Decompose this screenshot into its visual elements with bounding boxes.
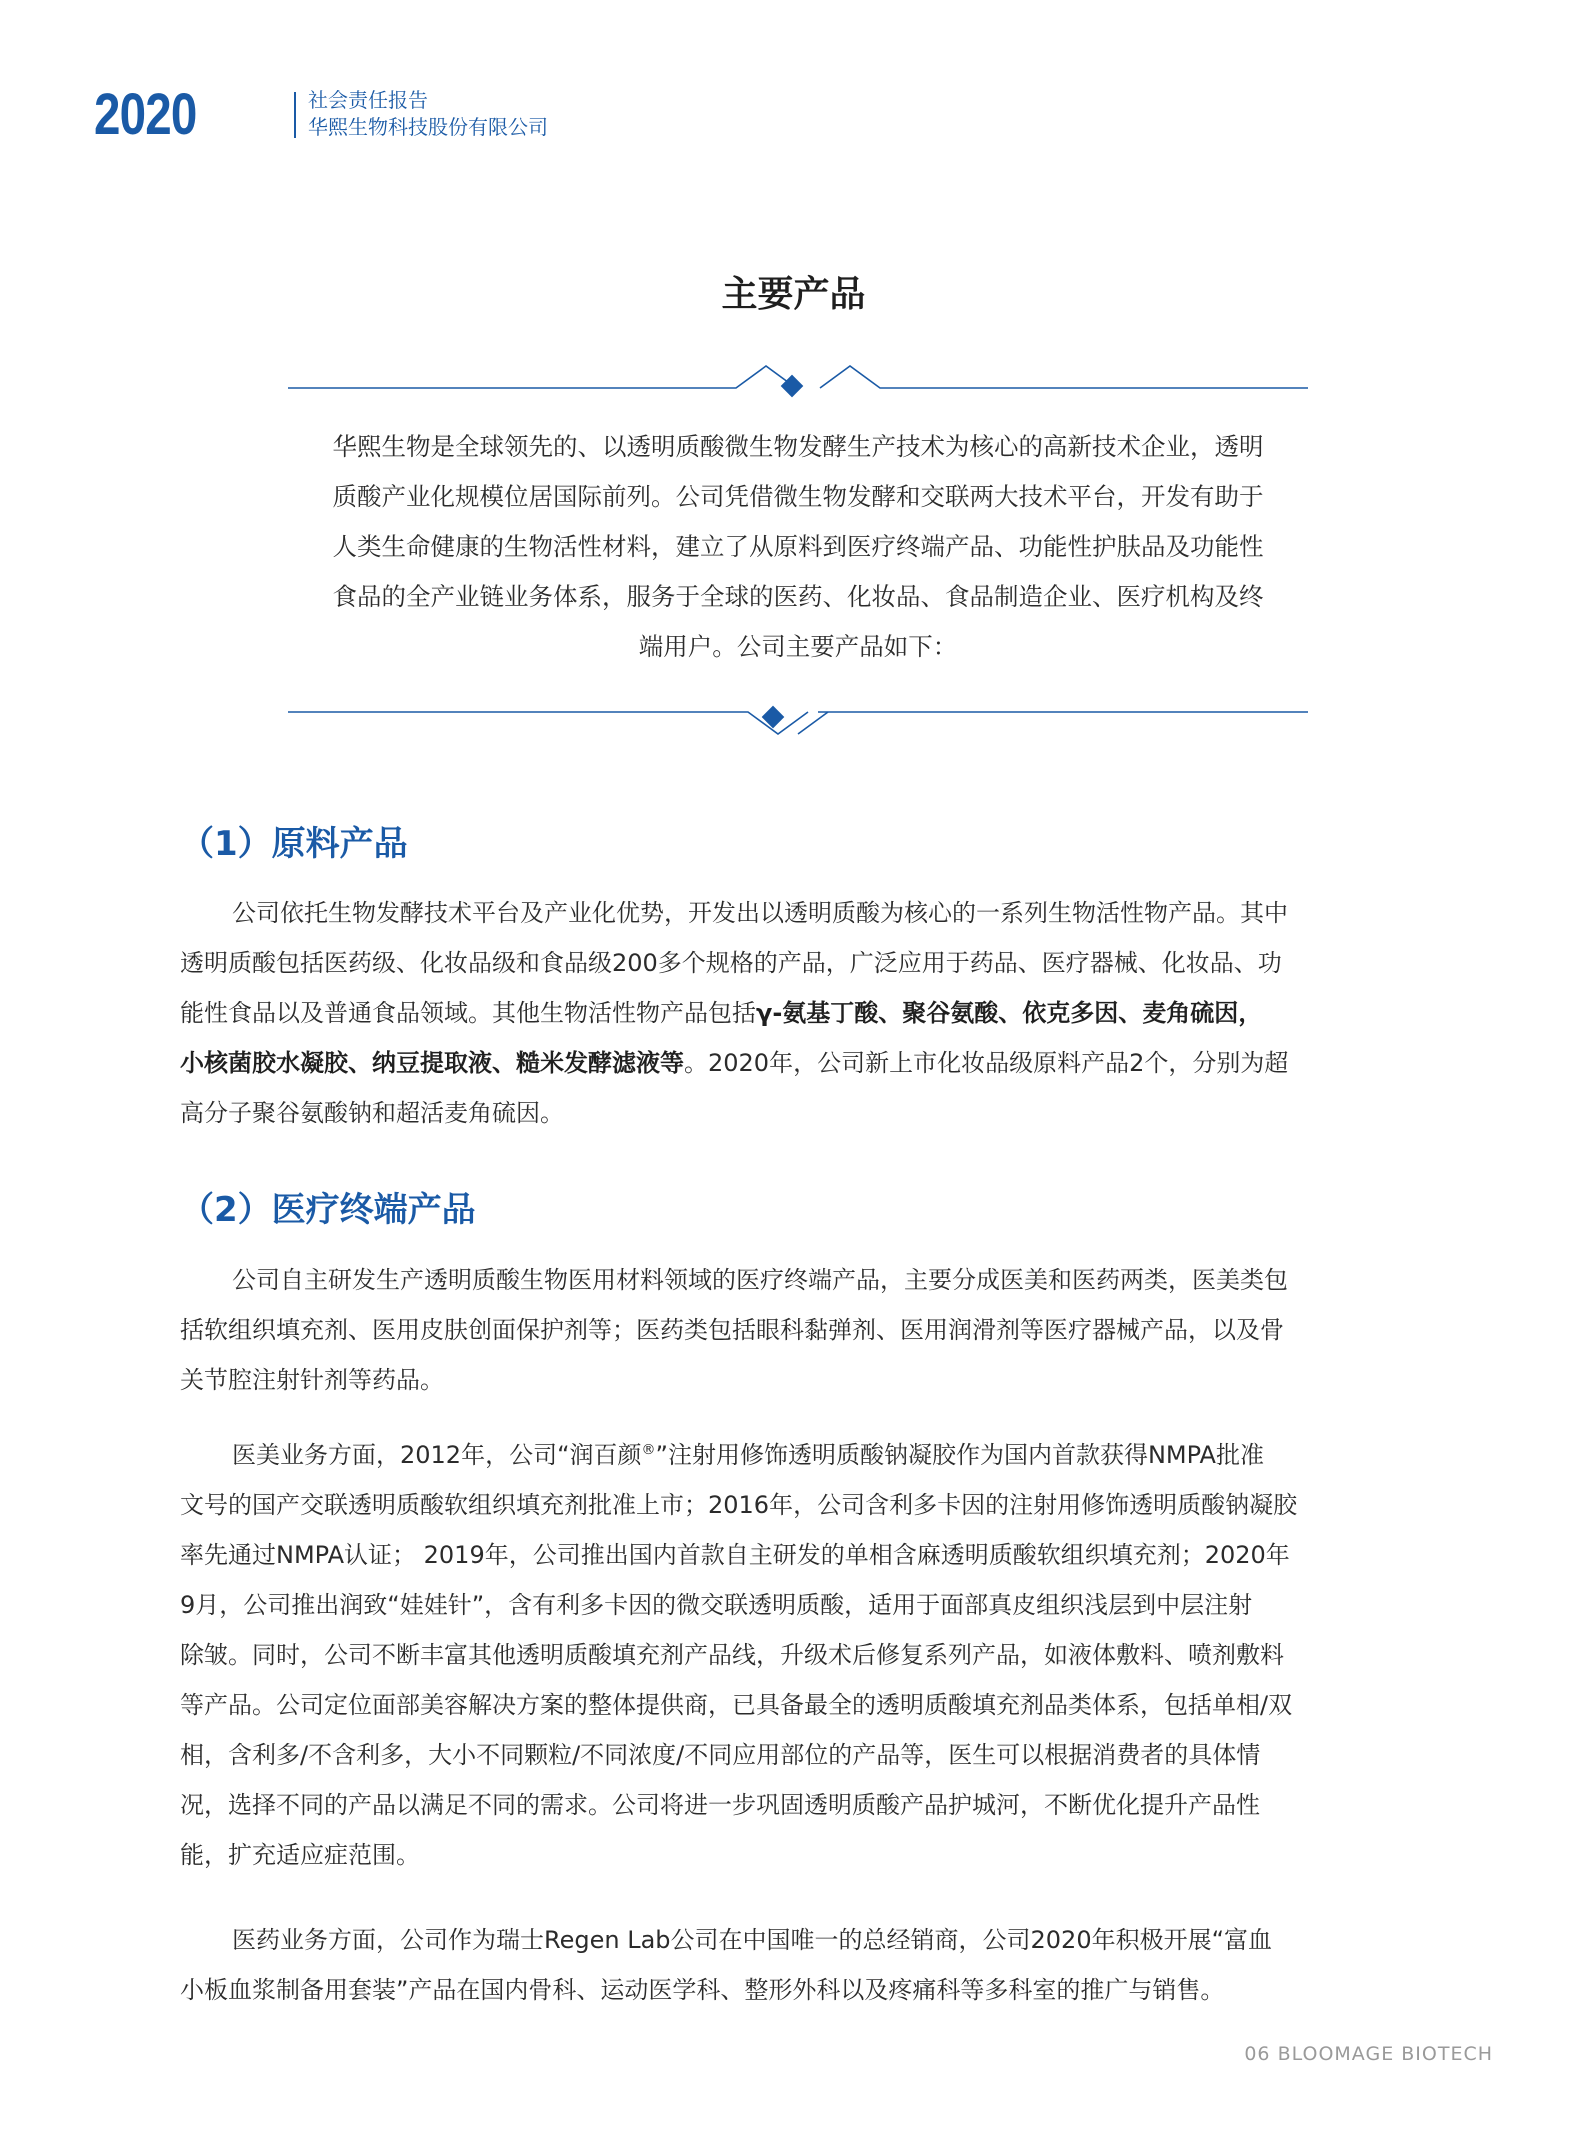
company-name: 华熙生物科技股份有限公司 — [308, 115, 548, 139]
intro-line: 质酸产业化规模位居国际前列。公司凭借微生物发酵和交联两大技术平台，开发有助于 — [332, 482, 1264, 511]
page-number: 06 — [1244, 2043, 1271, 2065]
text-run: 医美业务方面，2012年，公司“润百颜 — [232, 1441, 642, 1469]
paragraph-line: 括软组织填充剂、医用皮肤创面保护剂等；医药类包括眼科黏弹剂、医用润滑剂等医疗器械产品，以及骨 — [180, 1316, 1284, 1344]
page-footer — [1244, 2043, 1493, 2065]
report-type: 社会责任报告 — [308, 88, 428, 112]
paragraph-line — [180, 988, 1410, 1038]
header-text — [308, 87, 548, 141]
paragraph-line: 医药业务方面，公司作为瑞士Regen Lab公司在中国唯一的总经销商，公司2020年积极开展“富血 — [232, 1926, 1273, 1954]
paragraph-line: 相，含利多/不含利多，大小不同颗粒/不同浓度/不同应用部位的产品等，医生可以根据消费者的具体情 — [180, 1741, 1261, 1769]
paragraph-line: 况，选择不同的产品以满足不同的需求。公司将进一步巩固透明质酸产品护城河，不断优化提升产品性 — [180, 1791, 1260, 1819]
top-divider — [288, 358, 1308, 398]
paragraph-line: 文号的国产交联透明质酸软组织填充剂批准上市；2016年，公司含利多卡因的注射用修饰透明质酸钠凝胶 — [180, 1491, 1298, 1519]
diamond-icon — [781, 375, 804, 398]
paragraph-line: 能，扩充适应症范围。 — [180, 1841, 420, 1869]
bold-product-list: γ-氨基丁酸、聚谷氨酸、依克多因、麦角硫因， — [756, 999, 1263, 1027]
paragraph-line: 公司依托生物发酵技术平台及产业化优势，开发出以透明质酸为核心的一系列生物活性物产品。其中 — [232, 899, 1288, 927]
pharma-paragraph — [180, 1915, 1410, 2015]
paragraph-line — [180, 1430, 1410, 1480]
page-title: 主要产品 — [721, 274, 866, 315]
intro-paragraph — [288, 422, 1308, 672]
medical-products-intro — [180, 1255, 1410, 1405]
registered-mark: ® — [641, 1442, 656, 1458]
bold-product-list: 小核菌胶水凝胶、纳豆提取液、糙米发酵滤液等 — [180, 1049, 684, 1077]
paragraph-line: 9月，公司推出润致“娃娃针”，含有利多卡因的微交联透明质酸，适用于面部真皮组织浅层到中层注射 — [180, 1591, 1253, 1619]
brand-name: BLOOMAGE BIOTECH — [1277, 2043, 1493, 2065]
report-year: 2020 — [94, 82, 197, 147]
bottom-divider — [288, 700, 1308, 740]
paragraph-line: 透明质酸包括医药级、化妆品级和食品级200多个规格的产品，广泛应用于药品、医疗器械、化妆品、功 — [180, 949, 1282, 977]
header-separator — [294, 92, 296, 138]
paragraph-line: 率先通过NMPA认证； 2019年，公司推出国内首款自主研发的单相含麻透明质酸软组织填充剂；2020年 — [180, 1541, 1290, 1569]
paragraph-line: 关节腔注射针剂等药品。 — [180, 1366, 444, 1394]
intro-line: 人类生命健康的生物活性材料，建立了从原料到医疗终端产品、功能性护肤品及功能性 — [332, 532, 1264, 561]
paragraph-line — [180, 1038, 1410, 1088]
paragraph-line: 小板血浆制备用套装”产品在国内骨科、运动医学科、整形外科以及疼痛科等多科室的推广与销售。 — [180, 1976, 1225, 2004]
text-run: 。2020年，公司新上市化妆品级原料产品2个，分别为超 — [684, 1049, 1289, 1077]
paragraph-line: 除皱。同时，公司不断丰富其他透明质酸填充剂产品线，升级术后修复系列产品，如液体敷料、喷剂敷料 — [180, 1641, 1284, 1669]
intro-line: 华熙生物是全球领先的、以透明质酸微生物发酵生产技术为核心的高新技术企业，透明 — [332, 432, 1264, 461]
intro-line: 端用户。公司主要产品如下： — [638, 632, 958, 661]
section-title-raw-materials: （1）原料产品 — [180, 824, 408, 864]
medical-aesthetics-paragraph — [180, 1430, 1410, 1880]
intro-line: 食品的全产业链业务体系，服务于全球的医药、化妆品、食品制造企业、医疗机构及终 — [332, 582, 1264, 611]
paragraph-line: 等产品。公司定位面部美容解决方案的整体提供商，已具备最全的透明质酸填充剂品类体系，包括单相/双 — [180, 1691, 1293, 1719]
text-run: 能性食品以及普通食品领域。其他生物活性物产品包括 — [180, 999, 756, 1027]
section-title-medical-products: （2）医疗终端产品 — [180, 1190, 476, 1230]
text-run: ”注射用修饰透明质酸钠凝胶作为国内首款获得NMPA批准 — [655, 1441, 1264, 1469]
paragraph-line: 公司自主研发生产透明质酸生物医用材料领域的医疗终端产品，主要分成医美和医药两类，医美类包 — [232, 1266, 1288, 1294]
raw-materials-paragraph — [180, 888, 1410, 1138]
paragraph-line: 高分子聚谷氨酸钠和超活麦角硫因。 — [180, 1099, 564, 1127]
